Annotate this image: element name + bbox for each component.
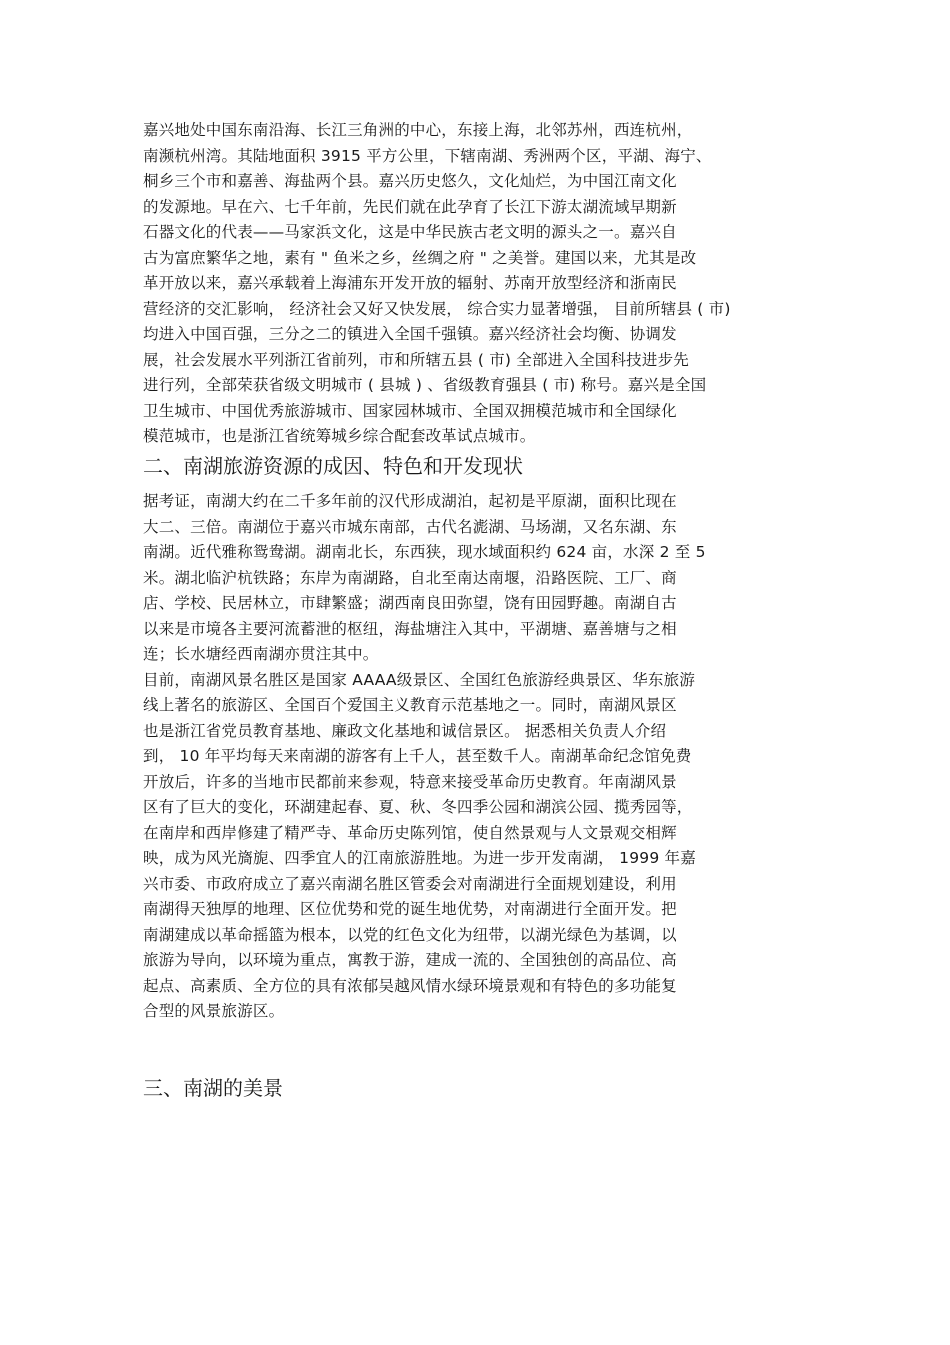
paragraph-line: 以来是市境各主要河流蓄泄的枢纽，海盐塘注入其中，平湖塘、嘉善塘与之相 [143, 619, 677, 638]
paragraph-line: 南濒杭州湾。其陆地面积 3915 平方公里，下辖南湖、秀洲两个区，平湖、海宁、 [143, 146, 712, 165]
paragraph-line: 连；长水塘经西南湖亦贯注其中。 [143, 645, 379, 663]
paragraph-line: 进行列，全部荣获省级文明城市 ( 县城 ) 、省级教育强县 ( 市) 称号。嘉兴是全国 [143, 376, 707, 394]
paragraph-line: 到， 10 年平均每天来南湖的游客有上千人，甚至数千人。南湖革命纪念馆免费 [143, 747, 692, 765]
section-2-paragraph [143, 489, 823, 1025]
intro-paragraph [143, 118, 823, 450]
paragraph-line: 目前，南湖风景名胜区是国家 AAAA级景区、全国红色旅游经典景区、华东旅游 [143, 670, 696, 689]
paragraph-line: 兴市委、市政府成立了嘉兴南湖名胜区管委会对南湖进行全面规划建设，利用 [143, 874, 677, 893]
paragraph-line: 营经济的交汇影响， 经济社会又好又快发展， 综合实力显著增强， 目前所辖县 ( 市) [143, 299, 731, 318]
section-2-heading: 二、南湖旅游资源的成因、特色和开发现状 [143, 454, 523, 478]
paragraph-line: 嘉兴地处中国东南沿海、长江三角洲的中心，东接上海，北邻苏州，西连杭州， [143, 121, 693, 139]
paragraph-line: 旅游为导向，以环境为重点，寓教于游，建成一流的、全国独创的高品位、高 [143, 951, 677, 969]
paragraph-line: 也是浙江省党员教育基地、廉政文化基地和诚信景区。 据悉相关负责人介绍 [143, 721, 667, 740]
paragraph-line: 合型的风景旅游区。 [143, 1002, 285, 1020]
paragraph-line: 据考证，南湖大约在二千多年前的汉代形成湖泊，起初是平原湖，面积比现在 [143, 492, 677, 510]
paragraph-line: 区有了巨大的变化，环湖建起春、夏、秋、冬四季公园和湖滨公园、揽秀园等， [143, 798, 693, 816]
paragraph-line: 开放后，许多的当地市民都前来参观，特意来接受革命历史教育。年南湖风景 [143, 772, 677, 791]
section-3-heading: 三、南湖的美景 [143, 1076, 283, 1100]
paragraph-line: 模范城市，也是浙江省统筹城乡综合配套改革试点城市。 [143, 427, 536, 445]
paragraph-line: 南湖建成以革命摇篮为根本，以党的红色文化为纽带，以湖光绿色为基调，以 [143, 925, 677, 944]
paragraph-line: 的发源地。早在六、七千年前，先民们就在此孕育了长江下游太湖流域早期新 [143, 197, 677, 216]
paragraph-line: 南湖得天独厚的地理、区位优势和党的诞生地优势，对南湖进行全面开发。把 [143, 900, 677, 918]
paragraph-line: 均进入中国百强，三分之二的镇进入全国千强镇。嘉兴经济社会均衡、协调发 [143, 325, 677, 343]
paragraph-line: 线上著名的旅游区、全国百个爱国主义教育示范基地之一。同时，南湖风景区 [143, 696, 677, 714]
paragraph-line: 卫生城市、中国优秀旅游城市、国家园林城市、全国双拥模范城市和全国绿化 [143, 401, 677, 420]
paragraph-line: 在南岸和西岸修建了精严寺、革命历史陈列馆，使自然景观与人文景观交相辉 [143, 823, 677, 842]
paragraph-line: 革开放以来，嘉兴承载着上海浦东开发开放的辐射、苏南开放型经济和浙南民 [143, 274, 677, 292]
paragraph-line: 展，社会发展水平列浙江省前列，市和所辖五县 ( 市) 全部进入全国科技进步先 [143, 350, 689, 369]
paragraph-line: 桐乡三个市和嘉善、海盐两个县。嘉兴历史悠久，文化灿烂，为中国江南文化 [143, 172, 677, 190]
paragraph-line: 店、学校、民居林立，市肆繁盛；湖西南良田弥望，饶有田园野趣。南湖自古 [143, 594, 677, 612]
paragraph-line: 古为富庶繁华之地，素有 " 鱼米之乡，丝绸之府 " 之美誉。建国以来，尤其是改 [143, 248, 697, 267]
paragraph-line: 南湖。近代雅称鸳鸯湖。湖南北长，东西狭，现水域面积约 624 亩，水深 2 至 5 [143, 543, 706, 561]
paragraph-line: 起点、高素质、全方位的具有浓郁吴越风情水绿环境景观和有特色的多功能复 [143, 976, 677, 995]
paragraph-line: 大二、三倍。南湖位于嘉兴市城东南部，古代名滮湖、马场湖，又名东湖、东 [143, 517, 677, 536]
paragraph-line: 米。湖北临沪杭铁路；东岸为南湖路，自北至南达南堰，沿路医院、工厂、商 [143, 568, 677, 587]
paragraph-line: 石器文化的代表——马家浜文化，这是中华民族古老文明的源头之一。嘉兴自 [143, 223, 677, 241]
paragraph-line: 映，成为风光旖旎、四季宜人的江南旅游胜地。为进一步开发南湖， 1999 年嘉 [143, 849, 696, 867]
